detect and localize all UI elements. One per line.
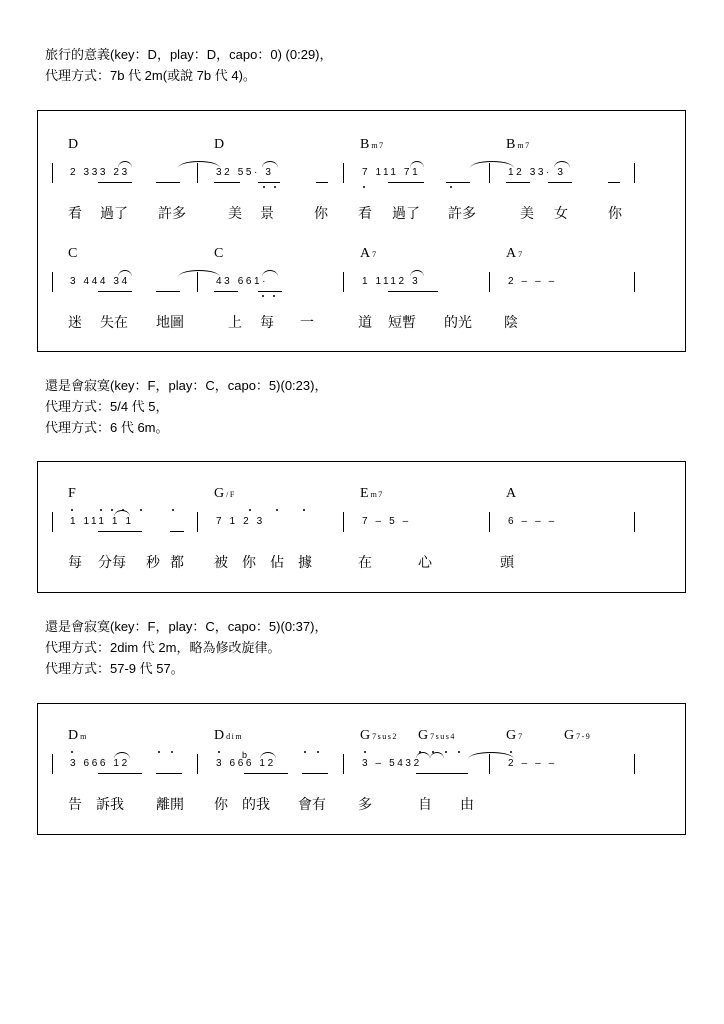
measure-notes: 7 111 71 bbox=[362, 167, 421, 178]
section-1-notes bbox=[45, 44, 333, 86]
measure-notes: 7 1 2 3 bbox=[216, 516, 265, 527]
barline bbox=[343, 272, 344, 292]
lyric-word: 美 bbox=[520, 205, 534, 221]
lyric-word: 上 bbox=[228, 314, 242, 330]
song-info-line: 旅行的意義(key：D，play：D，capo：0) (0:29)， bbox=[45, 47, 333, 62]
chord-symbol: G /F bbox=[214, 486, 236, 501]
measure-notes: 43 661· bbox=[216, 276, 269, 287]
measure-notes: 3 – 5432 bbox=[362, 758, 422, 769]
tie-mark bbox=[118, 161, 132, 168]
measure-notes: 32 55· 3 bbox=[216, 167, 274, 178]
barline bbox=[489, 512, 490, 532]
lyric-word: 景 bbox=[260, 205, 274, 221]
measure-notes: 6 – – – bbox=[508, 516, 557, 527]
chord-line bbox=[38, 137, 685, 157]
barline bbox=[634, 163, 635, 183]
lyric-word: 你 bbox=[214, 796, 228, 812]
barline bbox=[52, 272, 53, 292]
lyric-word: 離開 bbox=[156, 796, 184, 812]
lyric-word: 多 bbox=[358, 796, 372, 812]
lyric-word: 訴我 bbox=[96, 796, 124, 812]
octave-dot bbox=[303, 509, 305, 511]
tie-mark bbox=[178, 270, 220, 277]
lyric-word: 地圖 bbox=[156, 314, 184, 330]
octave-dot bbox=[363, 186, 365, 188]
octave-dot bbox=[172, 509, 174, 511]
lyric-word: 頭 bbox=[500, 554, 514, 570]
octave-dot bbox=[304, 751, 306, 753]
substitution-note: 代理方式：2dim 代 2m，略為修改旋律。 bbox=[45, 640, 281, 655]
substitution-note: 代理方式：57-9 代 57。 bbox=[45, 661, 184, 676]
lyric-word: 看 bbox=[358, 205, 372, 221]
chord-symbol: A 7 bbox=[360, 246, 378, 261]
tie-mark bbox=[114, 752, 130, 759]
lyric-word: 的光 bbox=[444, 314, 472, 330]
octave-dot bbox=[218, 751, 220, 753]
lyric-word: 自 bbox=[418, 796, 432, 812]
lyric-word: 女 bbox=[554, 205, 568, 221]
measure-notes: 1 1112 3 bbox=[362, 276, 421, 287]
beam-line bbox=[244, 773, 288, 774]
octave-dot bbox=[122, 509, 124, 511]
tie-mark bbox=[178, 161, 220, 168]
lyric-word: 由 bbox=[460, 796, 474, 812]
lyric-word: 你 bbox=[242, 554, 256, 570]
octave-dot bbox=[158, 751, 160, 753]
octave-dot bbox=[450, 186, 452, 188]
section-3-notes bbox=[45, 616, 327, 679]
octave-dot bbox=[445, 751, 447, 753]
tie-mark bbox=[554, 161, 570, 168]
staff-row bbox=[38, 137, 685, 237]
lyric-word: 道 bbox=[358, 314, 372, 330]
substitution-note: 代理方式：7b 代 2m(或說 7b 代 4)。 bbox=[45, 68, 256, 83]
lyric-word: 迷 bbox=[68, 314, 82, 330]
lyric-word: 秒 bbox=[146, 554, 160, 570]
lyric-word: 陰 bbox=[504, 314, 518, 330]
lyric-word: 每 bbox=[68, 554, 82, 570]
tie-mark bbox=[416, 752, 430, 759]
beam-line bbox=[214, 291, 238, 292]
lyric-word: 分每 bbox=[98, 554, 126, 570]
lyric-word: 每 bbox=[260, 314, 274, 330]
chord-symbol: C bbox=[214, 246, 224, 261]
substitution-note: 代理方式：5/4 代 5， bbox=[45, 399, 169, 414]
barline bbox=[343, 754, 344, 774]
chord-symbol: Ddim bbox=[214, 728, 244, 743]
barline bbox=[634, 272, 635, 292]
chord-symbol: G 7sus2 bbox=[360, 728, 398, 743]
octave-dot bbox=[274, 186, 276, 188]
beam-line bbox=[156, 182, 180, 183]
staff-row bbox=[38, 728, 685, 828]
beam-line bbox=[258, 182, 280, 183]
section-2-notes bbox=[45, 375, 327, 438]
chord-symbol: A bbox=[506, 486, 517, 501]
octave-dot bbox=[458, 751, 460, 753]
octave-dot bbox=[100, 509, 102, 511]
octave-dot bbox=[263, 186, 265, 188]
measure-notes: 3 666 12 bbox=[70, 758, 130, 769]
measure-notes: 7 – 5 – bbox=[362, 516, 411, 527]
flat-sign: b bbox=[242, 750, 248, 760]
chord-line bbox=[38, 246, 685, 266]
chord-symbol: D bbox=[68, 137, 79, 152]
beam-line bbox=[98, 773, 142, 774]
lyric-word: 美 bbox=[228, 205, 242, 221]
barline bbox=[343, 163, 344, 183]
beam-line bbox=[388, 291, 438, 292]
chord-symbol: C bbox=[68, 246, 78, 261]
octave-dot bbox=[111, 509, 113, 511]
beam-line bbox=[170, 531, 184, 532]
beam-line bbox=[388, 182, 424, 183]
octave-dot bbox=[419, 751, 421, 753]
lyric-word: 一 bbox=[300, 314, 314, 330]
octave-dot bbox=[171, 751, 173, 753]
song-info-line: 還是會寂寞(key：F，play：C，capo：5)(0:37)， bbox=[45, 619, 328, 634]
lyric-word: 被 bbox=[214, 554, 228, 570]
chord-symbol: D bbox=[214, 137, 225, 152]
tie-mark bbox=[410, 161, 424, 168]
beam-line bbox=[506, 182, 530, 183]
measure-notes: 2 – – – bbox=[508, 758, 557, 769]
octave-dot bbox=[432, 751, 434, 753]
octave-dot bbox=[262, 295, 264, 297]
lyric-word: 短暫 bbox=[388, 314, 416, 330]
barline bbox=[52, 754, 53, 774]
lyric-word: 許多 bbox=[158, 205, 186, 221]
chord-symbol: F bbox=[68, 486, 76, 501]
measure-notes: 3 666 12 bbox=[216, 758, 276, 769]
beam-line bbox=[416, 773, 468, 774]
chord-symbol: Bm7 bbox=[360, 137, 385, 152]
octave-dot bbox=[140, 509, 142, 511]
tie-mark bbox=[118, 270, 132, 277]
lyric-word: 你 bbox=[314, 205, 328, 221]
measure-notes: 1 111 1 1 bbox=[70, 516, 134, 527]
beam-line bbox=[548, 182, 572, 183]
beam-line bbox=[316, 182, 328, 183]
lyric-word: 看 bbox=[68, 205, 82, 221]
beam-line bbox=[156, 773, 182, 774]
numbered-notation-line bbox=[38, 752, 685, 780]
measure-notes: 2 – – – bbox=[508, 276, 557, 287]
octave-dot bbox=[71, 509, 73, 511]
chord-symbol: Em7 bbox=[360, 486, 384, 501]
beam-line bbox=[98, 182, 132, 183]
barline bbox=[343, 512, 344, 532]
barline bbox=[197, 512, 198, 532]
numbered-notation-line bbox=[38, 510, 685, 538]
lyric-word: 據 bbox=[298, 554, 312, 570]
tie-mark bbox=[262, 270, 278, 277]
tie-mark bbox=[114, 510, 130, 517]
lyric-word: 的我 bbox=[242, 796, 270, 812]
chord-symbol: G 7 bbox=[506, 728, 524, 743]
barline bbox=[634, 754, 635, 774]
lyric-word: 都 bbox=[170, 554, 184, 570]
barline bbox=[52, 163, 53, 183]
lyric-word: 過了 bbox=[100, 205, 128, 221]
lyric-word: 會有 bbox=[298, 796, 326, 812]
tie-mark bbox=[430, 752, 444, 759]
measure-notes: 2 333 23 bbox=[70, 167, 130, 178]
chord-symbol: G 7sus4 bbox=[418, 728, 456, 743]
song-info-line: 還是會寂寞(key：F，play：C，capo：5)(0:23)， bbox=[45, 378, 328, 393]
measure-notes: 3 444 34 bbox=[70, 276, 130, 287]
chord-symbol: Dm bbox=[68, 728, 88, 743]
barline bbox=[197, 754, 198, 774]
beam-line bbox=[98, 291, 132, 292]
measure-notes: 12 33· 3 bbox=[508, 167, 566, 178]
lyric-word: 心 bbox=[418, 554, 432, 570]
octave-dot bbox=[71, 751, 73, 753]
tie-mark bbox=[260, 752, 276, 759]
chord-line bbox=[38, 486, 685, 506]
score-box-1 bbox=[37, 110, 686, 352]
substitution-note: 代理方式：6 代 6m。 bbox=[45, 420, 169, 435]
octave-dot bbox=[273, 295, 275, 297]
lyric-word: 在 bbox=[358, 554, 372, 570]
tie-mark bbox=[262, 161, 278, 168]
beam-line bbox=[608, 182, 620, 183]
beam-line bbox=[214, 182, 240, 183]
staff-row bbox=[38, 486, 685, 586]
score-box-2 bbox=[37, 461, 686, 593]
beam-line bbox=[258, 291, 282, 292]
octave-dot bbox=[249, 509, 251, 511]
chord-line bbox=[38, 728, 685, 748]
barline bbox=[52, 512, 53, 532]
staff-row bbox=[38, 246, 685, 346]
chord-symbol: G 7-9 bbox=[564, 728, 592, 743]
chord-symbol: A 7 bbox=[506, 246, 524, 261]
octave-dot bbox=[510, 751, 512, 753]
lyric-word: 失在 bbox=[100, 314, 128, 330]
tie-mark bbox=[468, 752, 514, 759]
lyric-word: 許多 bbox=[448, 205, 476, 221]
tie-mark bbox=[410, 270, 424, 277]
barline bbox=[489, 272, 490, 292]
numbered-notation-line bbox=[38, 270, 685, 298]
numbered-notation-line bbox=[38, 161, 685, 189]
lyric-word: 過了 bbox=[392, 205, 420, 221]
score-box-3 bbox=[37, 703, 686, 835]
barline bbox=[634, 512, 635, 532]
lyric-word: 佔 bbox=[270, 554, 284, 570]
tie-mark bbox=[470, 161, 514, 168]
octave-dot bbox=[276, 509, 278, 511]
beam-line bbox=[302, 773, 328, 774]
beam-line bbox=[156, 291, 180, 292]
octave-dot bbox=[317, 751, 319, 753]
beam-line bbox=[98, 531, 142, 532]
chord-symbol: Bm7 bbox=[506, 137, 531, 152]
lyric-word: 告 bbox=[68, 796, 82, 812]
lyric-word: 你 bbox=[608, 205, 622, 221]
beam-line bbox=[446, 182, 470, 183]
octave-dot bbox=[364, 751, 366, 753]
